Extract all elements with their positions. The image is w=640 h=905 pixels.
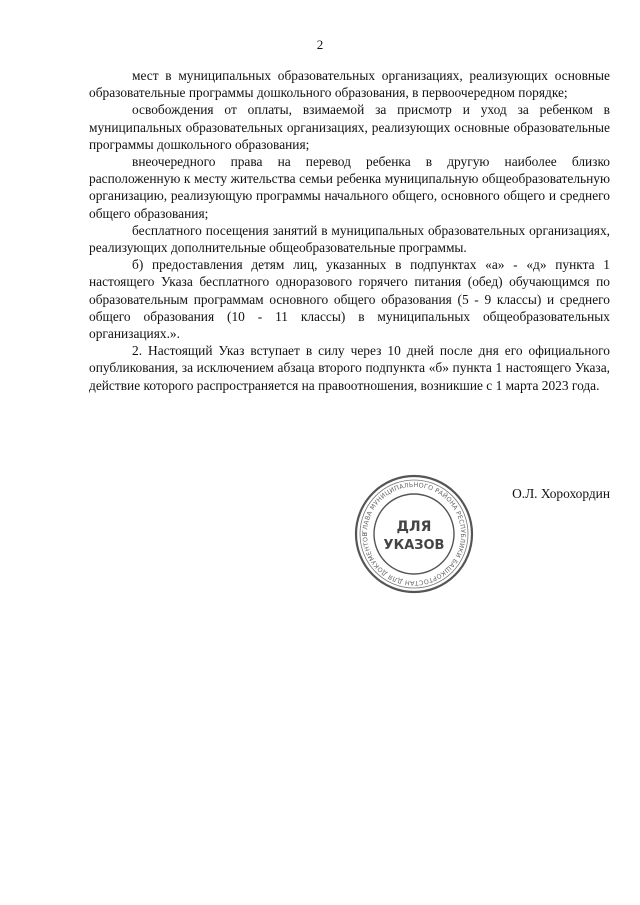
paragraph-5: б) предоставления детям лиц, указанных в подпунктах «а» - «д» пункта 1 настоящего Указа бесплатного одноразового горячего питания (обед) обучающимся по образовательным программам основного общего образования (5 - 9 классы) и среднего общего образования (10 - 11 классы) в муниципальных общеобразовательных организациях.». (89, 257, 610, 342)
seal-ring-text-path: ГЛАВА МУНИЦИПАЛЬНОГО РАЙОНА РЕСПУБЛИКИ БАШКОРТОСТАН ДЛЯ ДОКУМЕНТОВ (361, 481, 467, 587)
paragraph-1: мест в муниципальных образовательных организациях, реализующих основные образовательные программы дошкольного образования, в первоочередном порядке; (89, 68, 610, 101)
paragraph-6: 2. Настоящий Указ вступает в силу через 10 дней после дня его официального опубликования, за исключением абзаца второго подпункта «б» пункта 1 настоящего Указа, действие которого распространяется на правоотношения, возникшие с 1 марта 2023 года. (89, 343, 610, 393)
seal-graphic (354, 474, 474, 594)
paragraph-3: внеочередного права на перевод ребенка в другую наиболее близко расположенную к месту жительства семьи ребенка муниципальную общеобразовательную организацию, реализующую программы начального общего, основного общего и среднего общего образования; (89, 154, 610, 221)
paragraph-4: бесплатного посещения занятий в муниципальных образовательных организациях, реализующих дополнительные общеобразовательные программы. (89, 222, 610, 256)
official-seal-stamp (354, 474, 474, 594)
document-body (89, 67, 610, 394)
seal-line-2: УКАЗОВ (383, 538, 445, 553)
seal-line-1: ДЛЯ (396, 519, 432, 535)
signatory-name: О.Л. Хорохордин (512, 486, 610, 501)
page-number: 2 (316, 37, 324, 52)
paragraph-2: освобождения от оплаты, взимаемой за присмотр и уход за ребенком в муниципальных образовательных организациях, реализующих основные образовательные программы дошкольного образования; (89, 102, 610, 152)
